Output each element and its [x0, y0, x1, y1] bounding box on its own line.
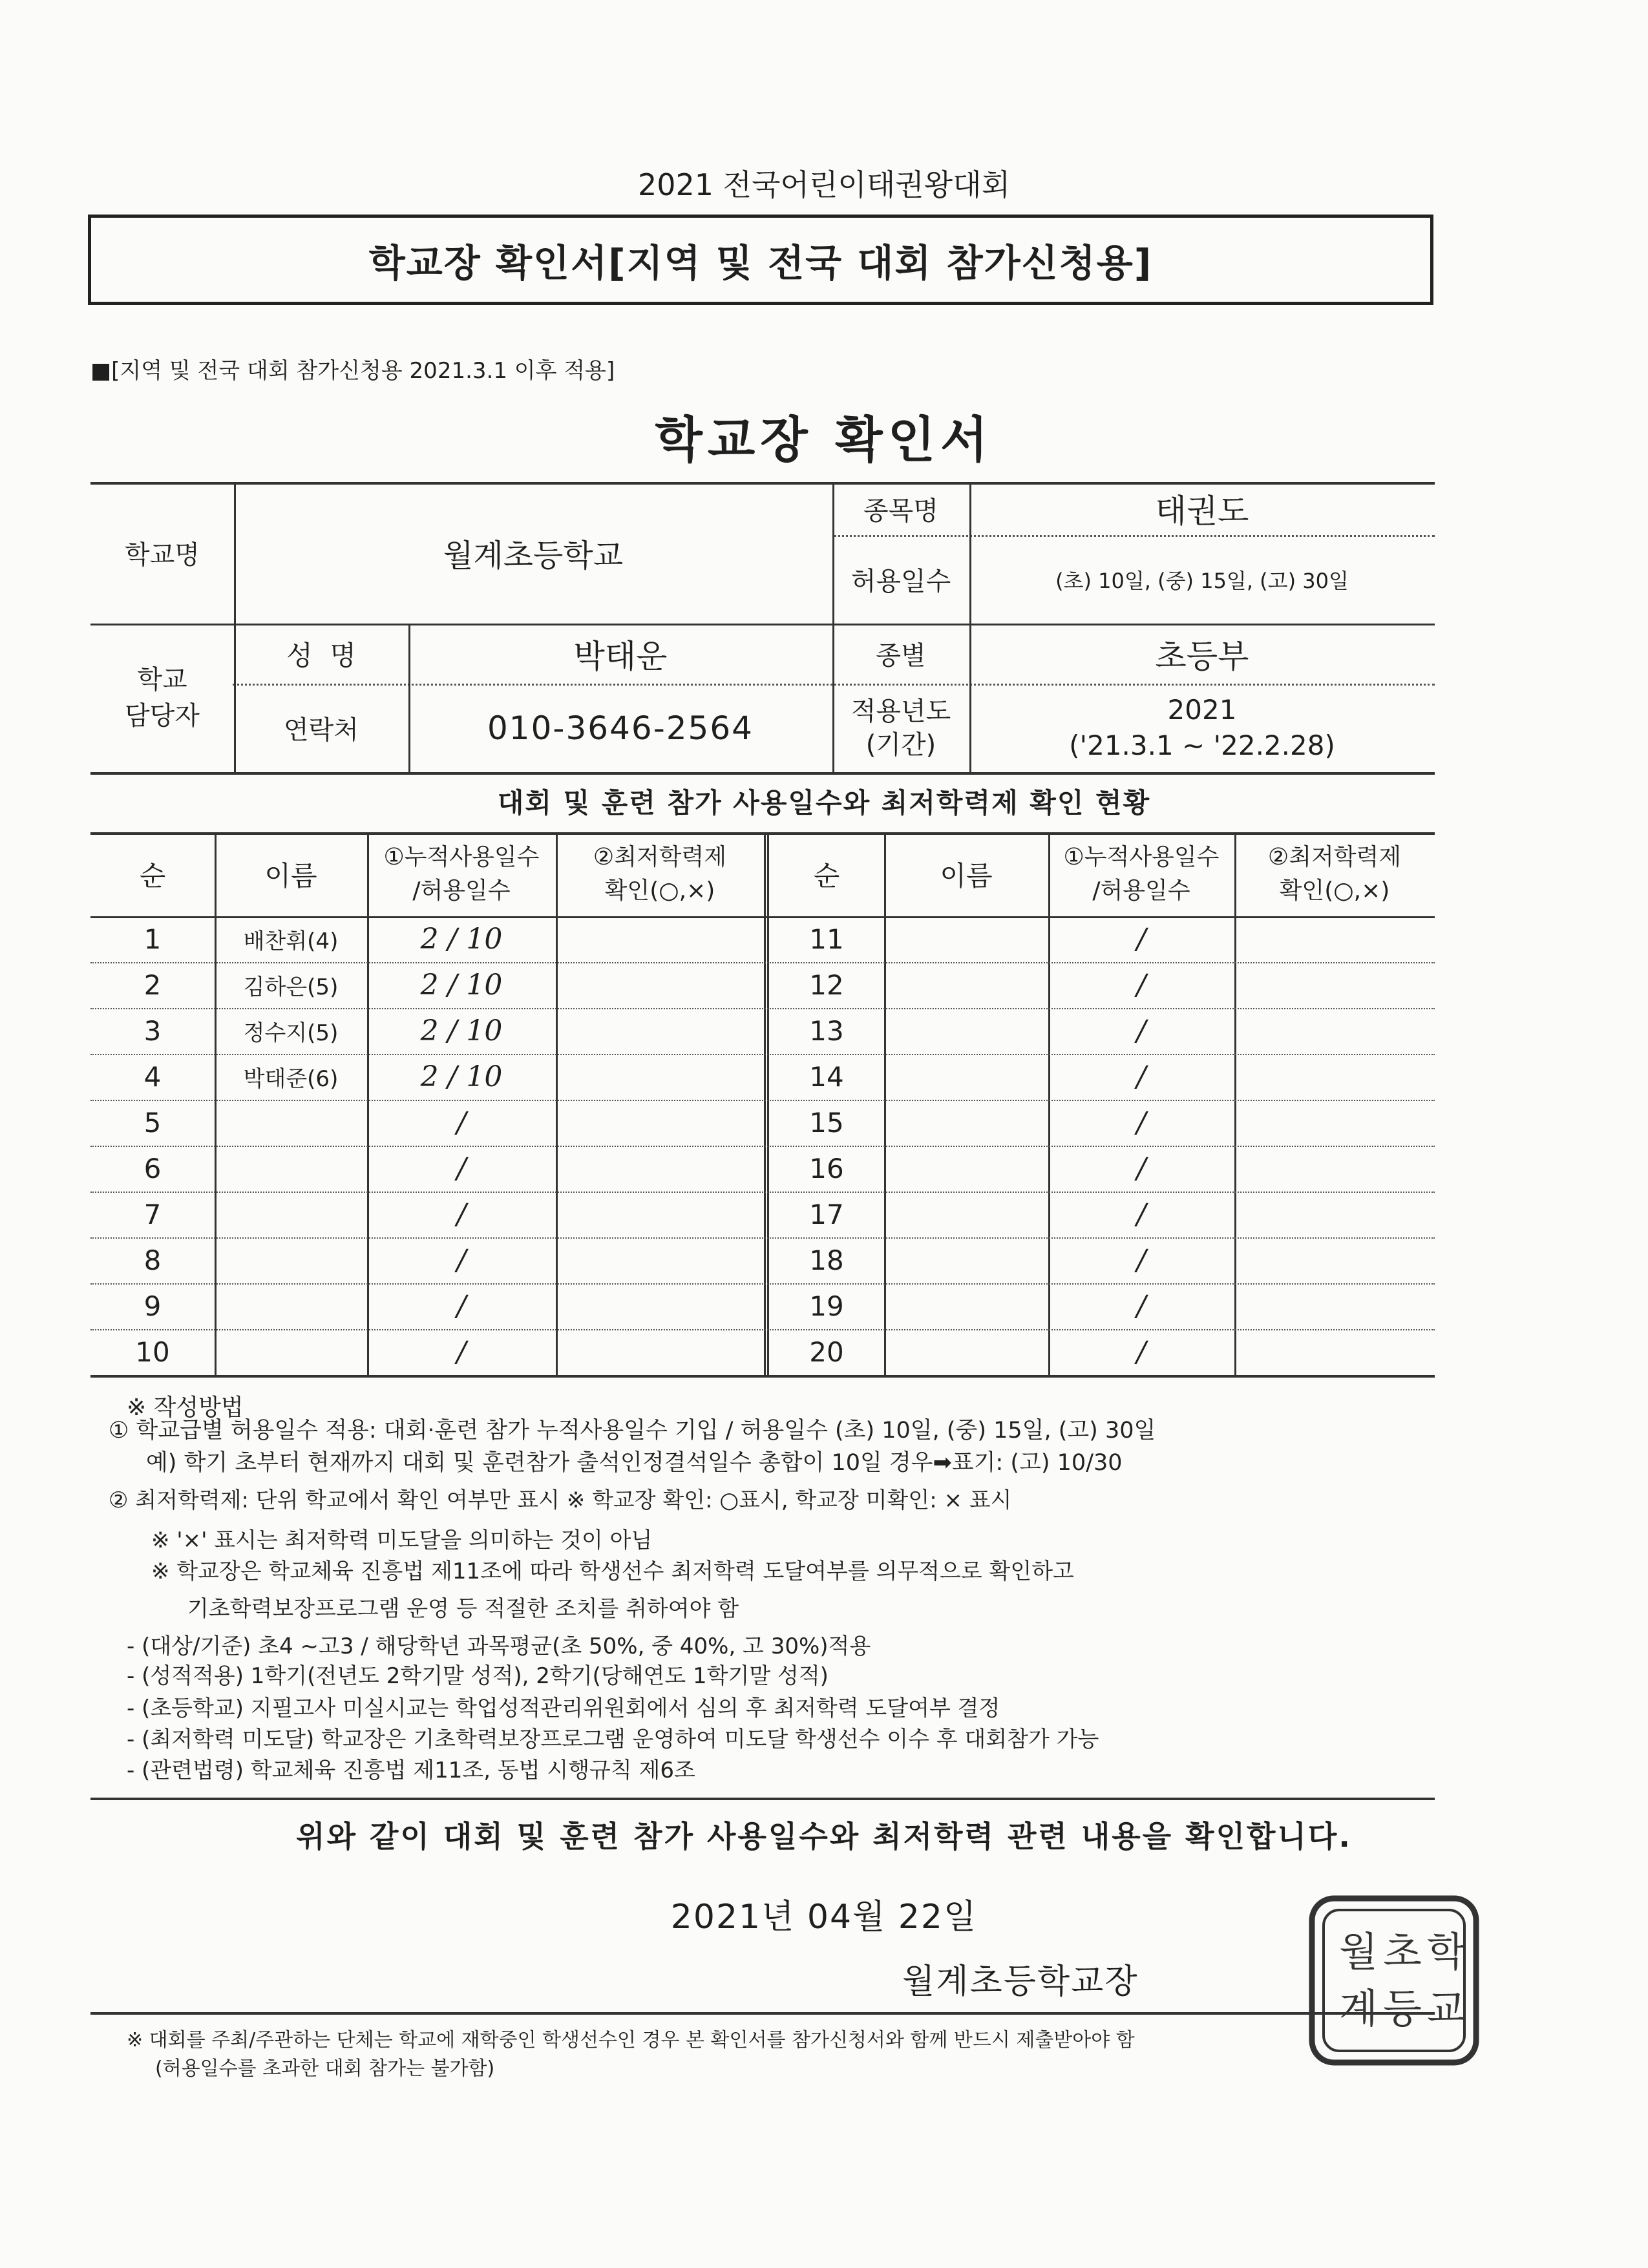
- right-header-seq: 순: [813, 860, 840, 892]
- days-used: 2 / 10: [420, 969, 503, 1002]
- note-line: ① 학교급별 허용일수 적용: 대회·훈련 참가 누적사용일수 기입 / 허용일수 (초) 10일, (중) 15일, (고) 30일: [109, 1418, 1156, 1444]
- min-academic-check[interactable]: [556, 1329, 764, 1375]
- days-used: 2 / 10: [420, 1060, 503, 1093]
- min-academic-check[interactable]: [1234, 1283, 1435, 1329]
- student-name: [884, 1008, 1048, 1054]
- student-name: [215, 1329, 367, 1375]
- min-academic-check[interactable]: [1234, 1054, 1435, 1100]
- sport-value: 태권도: [1155, 492, 1249, 530]
- row-number: 10: [135, 1336, 170, 1368]
- min-academic-check[interactable]: [1234, 1237, 1435, 1283]
- allowed-days-label: 허용일수: [850, 567, 951, 596]
- year-label-line1: 적용년도: [850, 696, 951, 726]
- min-academic-check[interactable]: [1234, 1146, 1435, 1192]
- note-line: - (관련법령) 학교체육 진흥법 제11조, 동법 시행규칙 제6조: [127, 1758, 695, 1783]
- issue-date: 2021년 04월 22일: [670, 1898, 978, 1937]
- note-line: 기초학력보장프로그램 운영 등 적절한 조치를 취하여야 함: [187, 1596, 739, 1622]
- note-line: ※ '×' 표시는 최저학력 미도달을 의미하는 것이 아님: [151, 1528, 653, 1553]
- right-header-min-line1: ②최저학력제: [1267, 843, 1402, 870]
- year-label-line2: (기간): [865, 730, 936, 760]
- min-academic-check[interactable]: [556, 1192, 764, 1237]
- allowed-days-value: (초) 10일, (중) 15일, (고) 30일: [1055, 568, 1349, 593]
- svg-text:계: 계: [1339, 1985, 1378, 2032]
- row-number: 6: [143, 1153, 162, 1184]
- row-number: 18: [809, 1244, 844, 1276]
- note-line: - (성적적용) 1학기(전년도 2학기말 성적), 2학기(당해연도 1학기말 성적): [127, 1663, 829, 1689]
- min-academic-check[interactable]: [556, 1100, 764, 1146]
- min-academic-check[interactable]: [1234, 1192, 1435, 1237]
- row-number: 20: [809, 1336, 844, 1368]
- row-number: 7: [143, 1199, 162, 1230]
- min-academic-check[interactable]: [556, 1283, 764, 1329]
- row-number: 15: [809, 1107, 844, 1139]
- left-header-min-line2: 확인(○,×): [604, 877, 715, 904]
- row-number: 19: [809, 1290, 844, 1322]
- student-name: 김하은(5): [243, 974, 339, 1000]
- row-number: 11: [809, 923, 844, 955]
- note-line: - (최저학력 미도달) 학교장은 기초학력보장프로그램 운영하여 미도달 학생선수 이수 후 대회참가 가능: [127, 1727, 1099, 1752]
- year-value-period: ('21.3.1 ~ '22.2.28): [1069, 729, 1335, 761]
- note-line: 예) 학기 초부터 현재까지 대회 및 훈련참가 출석인정결석일수 총합이 10일 경우➡표기: (고) 10/30: [146, 1450, 1123, 1476]
- min-academic-check[interactable]: [1234, 962, 1435, 1008]
- days-used: /: [1136, 1060, 1146, 1093]
- days-used: /: [1136, 1152, 1146, 1185]
- student-name: [884, 916, 1048, 962]
- left-header-days: [367, 832, 556, 916]
- note-line: ※ 학교장은 학교체육 진흥법 제11조에 따라 학생선수 최저학력 도달여부를 의무적으로 확인하고: [151, 1559, 1074, 1584]
- apply-note: ■[지역 및 전국 대회 참가신청용 2021.3.1 이후 적용]: [90, 358, 615, 384]
- right-header-days-line2: /허용일수: [1092, 877, 1190, 904]
- row-number: 9: [143, 1290, 162, 1322]
- student-name: [215, 1146, 367, 1192]
- days-used: /: [1136, 1244, 1146, 1277]
- days-used: /: [456, 1198, 467, 1231]
- student-name: 정수지(5): [243, 1020, 339, 1046]
- student-name: [884, 962, 1048, 1008]
- min-academic-check[interactable]: [556, 1054, 764, 1100]
- svg-text:등: 등: [1383, 1985, 1422, 2032]
- form-box-title: 학교장 확인서[지역 및 전국 대회 참가신청용]: [368, 241, 1153, 285]
- days-used: 2 / 10: [420, 923, 503, 956]
- days-used: /: [1136, 1014, 1146, 1047]
- min-academic-check[interactable]: [1234, 1329, 1435, 1375]
- right-header-name: 이름: [940, 860, 993, 892]
- note-line: - (초등학교) 지필고사 미실시교는 학업성적관리위원회에서 심의 후 최저학력 도달여부 결정: [127, 1696, 1000, 1721]
- footer-note-2: (허용일수를 초과한 대회 참가는 불가함): [155, 2057, 495, 2080]
- contact-person-label: [90, 624, 234, 772]
- days-used: /: [456, 1244, 467, 1277]
- min-academic-check[interactable]: [1234, 1008, 1435, 1054]
- days-used: /: [456, 1106, 467, 1139]
- svg-text:월: 월: [1339, 1928, 1378, 1975]
- row-number: 14: [809, 1061, 844, 1093]
- doc-title: 학교장 확인서: [655, 411, 993, 468]
- row-number: 1: [143, 923, 162, 955]
- days-used: /: [1136, 923, 1146, 956]
- days-used: /: [1136, 1106, 1146, 1139]
- year-value: [969, 684, 1435, 772]
- note-line: ② 최저학력제: 단위 학교에서 확인 여부만 표시 ※ 학교장 확인: ○표시, 학교장 미확인: × 표시: [109, 1487, 1012, 1513]
- right-header-min-line2: 확인(○,×): [1279, 877, 1390, 904]
- svg-text:학: 학: [1427, 1928, 1466, 1975]
- student-name: [884, 1192, 1048, 1237]
- student-name: [215, 1100, 367, 1146]
- min-academic-check[interactable]: [1234, 1100, 1435, 1146]
- days-used: /: [1136, 1198, 1146, 1231]
- days-used: 2 / 10: [420, 1014, 503, 1047]
- school-name-label: 학교명: [125, 540, 200, 570]
- student-name: 박태준(6): [243, 1066, 339, 1092]
- contact-person-label-line1: 학교: [137, 665, 187, 695]
- division-label: 종별: [876, 641, 926, 671]
- row-number: 5: [143, 1107, 162, 1139]
- year-label: [832, 684, 969, 772]
- student-name: [884, 1237, 1048, 1283]
- right-header-days: [1048, 832, 1234, 916]
- footer-note: ※ 대회를 주최/주관하는 단체는 학교에 재학중인 학생선수인 경우 본 확인서를 참가신청서와 함께 반드시 제출받아야 함: [127, 2029, 1135, 2052]
- confirm-statement: 위와 같이 대회 및 훈련 참가 사용일수와 최저학력 관련 내용을 확인합니다.: [296, 1819, 1352, 1854]
- school-seal: [1307, 1893, 1481, 2068]
- event-title: 2021 전국어린이태권왕대회: [637, 167, 1011, 202]
- row-number: 17: [809, 1199, 844, 1230]
- year-value-year: 2021: [1167, 693, 1237, 726]
- student-name: [884, 1100, 1048, 1146]
- note-line: - (대상/기준) 초4 ~고3 / 해당학년 과목평균(초 50%, 중 40%, 고 30%)적용: [127, 1633, 871, 1659]
- student-name: [215, 1283, 367, 1329]
- note-heading: ※ 작성방법: [127, 1394, 244, 1421]
- min-academic-check[interactable]: [556, 962, 764, 1008]
- sport-label: 종목명: [863, 496, 938, 526]
- division-value: 초등부: [1155, 637, 1249, 675]
- person-name-label: 성 명: [286, 639, 356, 671]
- days-used: /: [1136, 1290, 1146, 1323]
- student-name: [884, 1283, 1048, 1329]
- school-name-value: 월계초등학교: [443, 538, 624, 574]
- min-academic-check[interactable]: [1234, 916, 1435, 962]
- left-header-days-line1: ①누적사용일수: [383, 843, 540, 870]
- form-title-box: [88, 215, 1433, 305]
- row-number: 12: [809, 969, 844, 1001]
- row-number: 13: [809, 1015, 844, 1047]
- min-academic-check[interactable]: [556, 1237, 764, 1283]
- min-academic-check[interactable]: [556, 1008, 764, 1054]
- days-used: /: [456, 1152, 467, 1185]
- student-name: [884, 1146, 1048, 1192]
- person-name-value: 박태운: [573, 637, 668, 675]
- left-header-min: [556, 832, 764, 916]
- row-number: 4: [143, 1061, 162, 1093]
- left-header-days-line2: /허용일수: [412, 877, 511, 904]
- right-header-days-line1: ①누적사용일수: [1063, 843, 1220, 870]
- left-header-seq: 순: [139, 860, 166, 892]
- status-title: 대회 및 훈련 참가 사용일수와 최저학력제 확인 현황: [497, 787, 1151, 819]
- left-header-name: 이름: [264, 860, 317, 892]
- student-name: [215, 1237, 367, 1283]
- min-academic-check[interactable]: [556, 916, 764, 962]
- signer-name: 월계초등학교장: [902, 1962, 1139, 2001]
- phone-label: 연락처: [284, 715, 359, 745]
- min-academic-check[interactable]: [556, 1146, 764, 1192]
- student-name: [884, 1054, 1048, 1100]
- days-used: /: [1136, 1336, 1146, 1369]
- days-used: /: [456, 1290, 467, 1323]
- student-name: [215, 1192, 367, 1237]
- days-used: /: [456, 1336, 467, 1369]
- student-name: 배찬휘(4): [243, 929, 339, 954]
- row-number: 2: [143, 969, 162, 1001]
- right-header-min: [1234, 832, 1435, 916]
- days-used: /: [1136, 969, 1146, 1002]
- svg-text:초: 초: [1383, 1928, 1422, 1975]
- row-number: 16: [809, 1153, 844, 1184]
- left-header-min-line1: ②최저학력제: [593, 843, 727, 870]
- phone-value: 010-3646-2564: [487, 709, 754, 747]
- student-name: [884, 1329, 1048, 1375]
- contact-person-label-line2: 담당자: [125, 701, 200, 731]
- svg-text:교: 교: [1427, 1985, 1466, 2032]
- row-number: 3: [143, 1015, 162, 1047]
- row-number: 8: [143, 1244, 162, 1276]
